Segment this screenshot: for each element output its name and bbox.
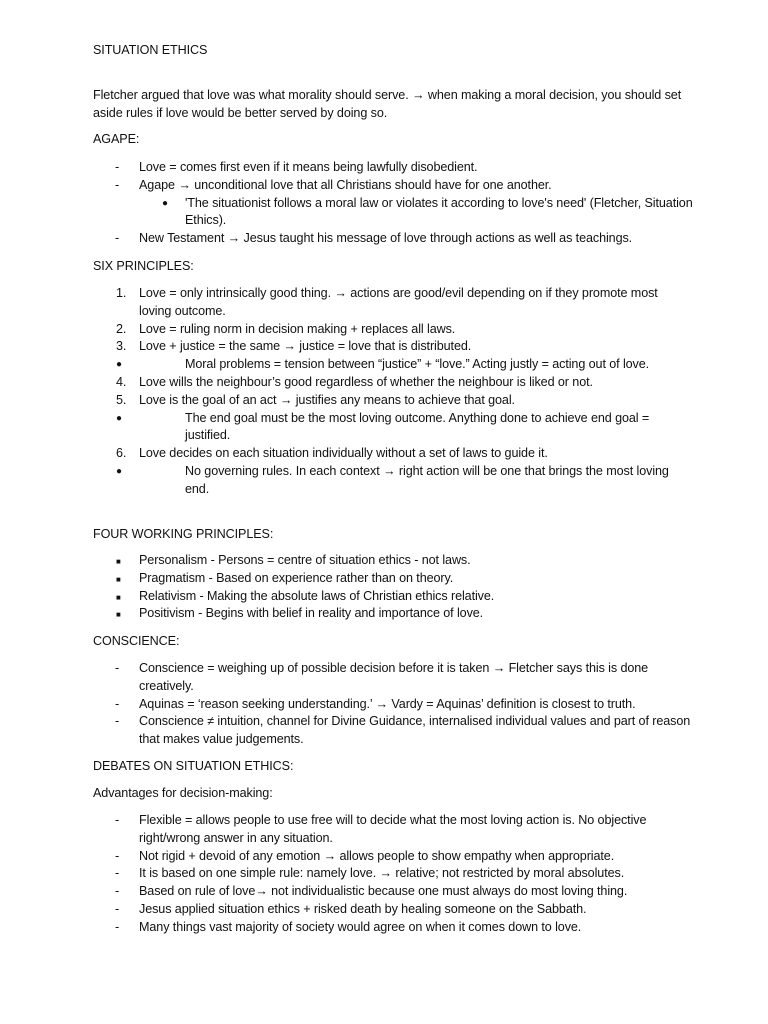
list-item: - Aquinas = ‘reason seeking understanding.’ → Vardy = Aquinas’ definition is closest to truth. xyxy=(93,696,693,714)
advantages-subheading: Advantages for decision-making: xyxy=(93,786,273,800)
dash-marker: - xyxy=(115,813,120,827)
list-item: - Conscience = weighing up of possible decision before it is taken → Fletcher says this is done creatively. xyxy=(115,661,649,693)
dash-marker: - xyxy=(115,919,120,934)
document-title: SITUATION ETHICS xyxy=(93,43,208,57)
numbered-item: 3. Love + justice = the same → justice = love that is distributed. xyxy=(116,339,472,354)
bullet-marker: ● xyxy=(116,359,122,371)
agape-list xyxy=(93,159,693,248)
list-item: - Flexible = allows people to use free will to decide what the most loving action is. No objective right/wrong answer in any situation. xyxy=(115,813,647,845)
list-item: ■ Positivism - Begins with belief in reality and importance of love. xyxy=(93,605,693,623)
dash-marker: - xyxy=(115,848,120,863)
dash-marker: - xyxy=(115,884,120,899)
six-principles-list xyxy=(93,285,693,499)
dash-marker: - xyxy=(115,866,120,881)
sub-list-item: ● Moral problems = tension between “justice” + “love.” Acting justly = acting out of love. xyxy=(93,356,693,374)
six-principles-heading: SIX PRINCIPLES: xyxy=(93,259,194,273)
list-item: - Agape → unconditional love that all Christians should have for one another. xyxy=(93,177,693,195)
dash-marker: - xyxy=(115,177,120,192)
list-item: - Conscience ≠ intuition, channel for Divine Guidance, internalised individual values and part of reason that makes value judgements. xyxy=(115,714,691,747)
conscience-heading: CONSCIENCE: xyxy=(93,634,180,648)
four-principles-list xyxy=(93,552,693,623)
list-item: - Jesus applied situation ethics + risked death by healing someone on the Sabbath. xyxy=(93,901,693,919)
numbered-item: 4. Love wills the neighbour’s good regardless of whether the neighbour is liked or not. xyxy=(116,374,593,389)
four-principles-heading: FOUR WORKING PRINCIPLES: xyxy=(93,527,274,541)
square-bullet-marker: ■ xyxy=(116,592,121,602)
numbered-item: 6. Love decides on each situation individually without a set of laws to guide it. xyxy=(116,446,548,461)
numbered-item: 1. Love = only intrinsically good thing. → actions are good/evil depending on if they promote most loving outcome. xyxy=(116,286,658,318)
list-item: - Not rigid + devoid of any emotion → allows people to show empathy when appropriate. xyxy=(93,848,693,866)
sub-list-item: ● No governing rules. In each context → right action will be one that brings the most loving end. xyxy=(116,463,669,496)
dash-marker: - xyxy=(115,160,120,174)
dash-marker: - xyxy=(115,696,120,711)
debates-heading: DEBATES ON SITUATION ETHICS: xyxy=(93,759,294,773)
numbered-item: 5. Love is the goal of an act → justifies any means to achieve that goal. xyxy=(116,392,515,407)
bullet-marker: ● xyxy=(116,465,122,477)
list-item: - It is based on one simple rule: namely love. → relative; not restricted by moral absolutes. xyxy=(93,865,693,883)
bullet-marker: ● xyxy=(162,197,168,209)
list-item: - Many things vast majority of society would agree on when it comes down to love. xyxy=(93,919,693,937)
dash-marker: - xyxy=(115,714,120,729)
list-item: ■ Personalism - Persons = centre of situation ethics - not laws. xyxy=(93,552,693,570)
bullet-marker: ● xyxy=(116,412,122,424)
sub-list-item: ● 'The situationist follows a moral law or violates it according to love's need' (Fletcher, Situation Ethics). xyxy=(162,195,693,228)
list-item: ■ Pragmatism - Based on experience rather than on theory. xyxy=(93,570,693,588)
square-bullet-marker: ■ xyxy=(116,557,121,566)
dash-marker: - xyxy=(115,661,120,675)
sub-list-item: ● The end goal must be the most loving outcome. Anything done to achieve end goal = justified. xyxy=(116,410,650,443)
list-item: - New Testament → Jesus taught his message of love through actions as well as teachings. xyxy=(93,230,693,248)
intro-paragraph: Fletcher argued that love was what morality should serve. → when making a moral decision, you should set aside rules if love would be better served by doing so. xyxy=(93,88,682,120)
dash-marker: - xyxy=(115,901,120,916)
numbered-item: 2. Love = ruling norm in decision making + replaces all laws. xyxy=(116,321,456,336)
square-bullet-marker: ■ xyxy=(116,574,121,584)
conscience-list xyxy=(93,660,693,749)
advantages-list xyxy=(93,812,693,937)
list-item: - Love = comes first even if it means being lawfully disobedient. xyxy=(93,159,693,177)
list-item: - Based on rule of love→ not individualistic because one must always do most loving thing. xyxy=(93,883,693,901)
agape-heading: AGAPE: xyxy=(93,132,140,146)
dash-marker: - xyxy=(115,231,120,246)
square-bullet-marker: ■ xyxy=(116,610,121,620)
list-item: ■ Relativism - Making the absolute laws of Christian ethics relative. xyxy=(93,588,693,606)
